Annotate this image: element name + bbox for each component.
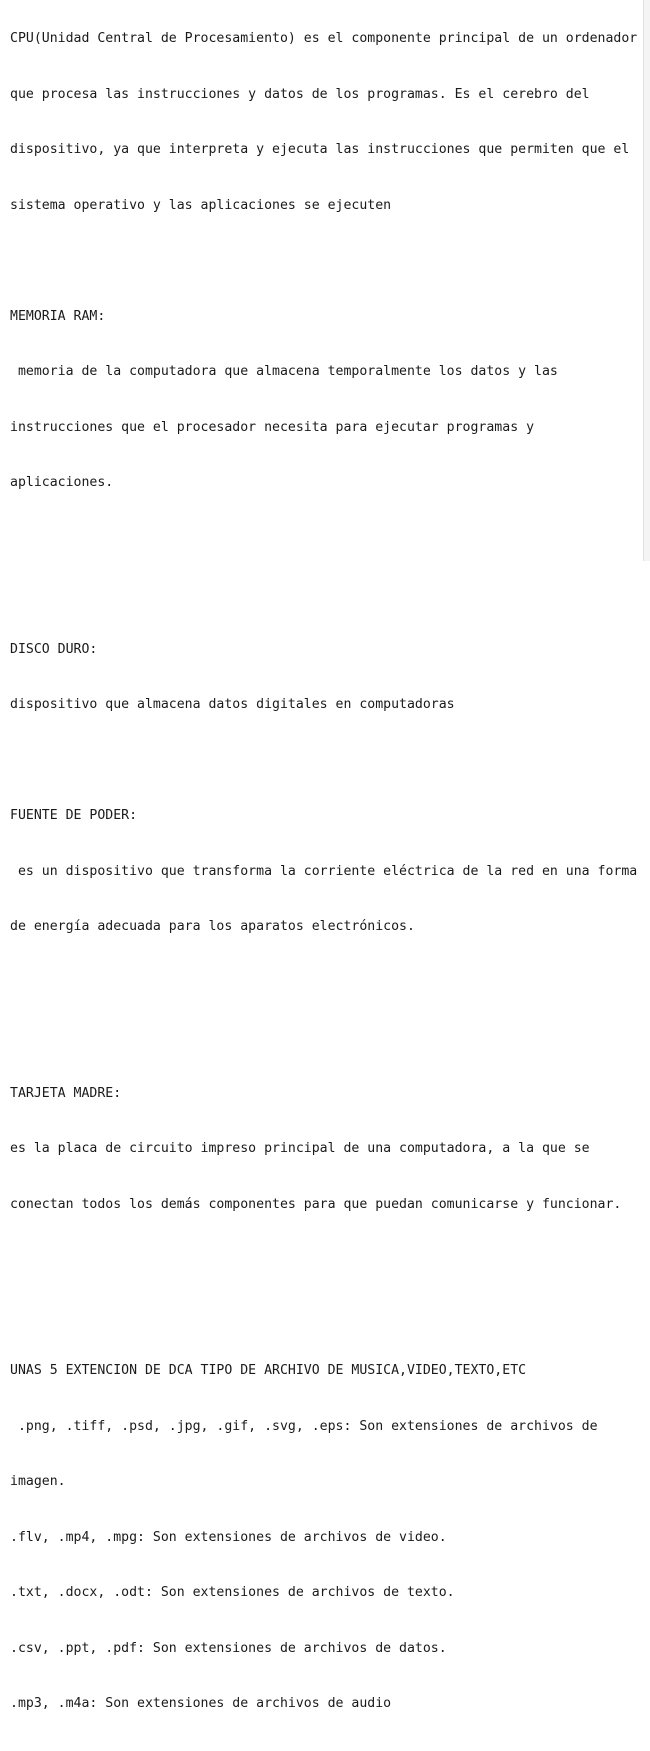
text-line: .flv, .mp4, .mpg: Son extensiones de archivos de video. [10,1529,447,1545]
text-line: sistema operativo y las aplicaciones se ejecuten [10,197,392,213]
text-line: CPU(Unidad Central de Procesamiento) es el componente principal de un ordenador [10,31,638,46]
text-line: imagen. [10,1474,66,1489]
text-line: .csv, .ppt, .pdf: Son extensiones de archivos de datos. [10,1640,447,1656]
text-line [10,252,644,271]
text-line: conectan todos los demás componentes para que puedan comunicarse y funcionar. [10,1196,622,1212]
section-heading: FUENTE DE PODER: [10,808,138,823]
text-line: memoria de la computadora que almacena temporalmente los datos y las [10,364,558,379]
section-heading: DISCO DURO: [10,641,98,657]
text-line: .mp3, .m4a: Son extensiones de archivos de audio [10,1696,392,1711]
text-line: dispositivo, ya que interpreta y ejecuta las instrucciones que permiten que el [10,142,630,157]
text-line [10,1307,644,1326]
document-text-area[interactable] [10,0,644,1751]
section-heading: UNAS 5 EXTENCION DE DCA TIPO DE ARCHIVO DE MUSICA,VIDEO,TEXTO,ETC [10,1363,527,1378]
section-heading: MEMORIA RAM: [10,308,106,324]
text-line [10,530,644,549]
text-line: instrucciones que el procesador necesita para ejecutar programas y [10,419,535,435]
text-line: de energía adecuada para los aparatos electrónicos. [10,919,415,934]
text-line [10,585,644,604]
section-heading: TARJETA MADRE: [10,1085,122,1101]
text-line: es un dispositivo que transforma la corriente eléctrica de la red en una forma [10,863,638,879]
text-line: .txt, .docx, .odt: Son extensiones de archivos de texto. [10,1585,455,1600]
text-line [10,1029,644,1048]
text-line [10,974,644,993]
text-line [10,752,644,771]
text-line: dispositivo que almacena datos digitales en computadoras [10,697,455,712]
text-line: aplicaciones. [10,475,114,490]
vertical-scrollbar[interactable] [643,0,650,561]
text-line: .png, .tiff, .psd, .jpg, .gif, .svg, .eps: Son extensiones de archivos de [10,1418,598,1434]
text-line [10,1251,644,1270]
text-line: que procesa las instrucciones y datos de los programas. Es el cerebro del [10,86,590,102]
text-line: es la placa de circuito impreso principal de una computadora, a la que se [10,1141,590,1156]
